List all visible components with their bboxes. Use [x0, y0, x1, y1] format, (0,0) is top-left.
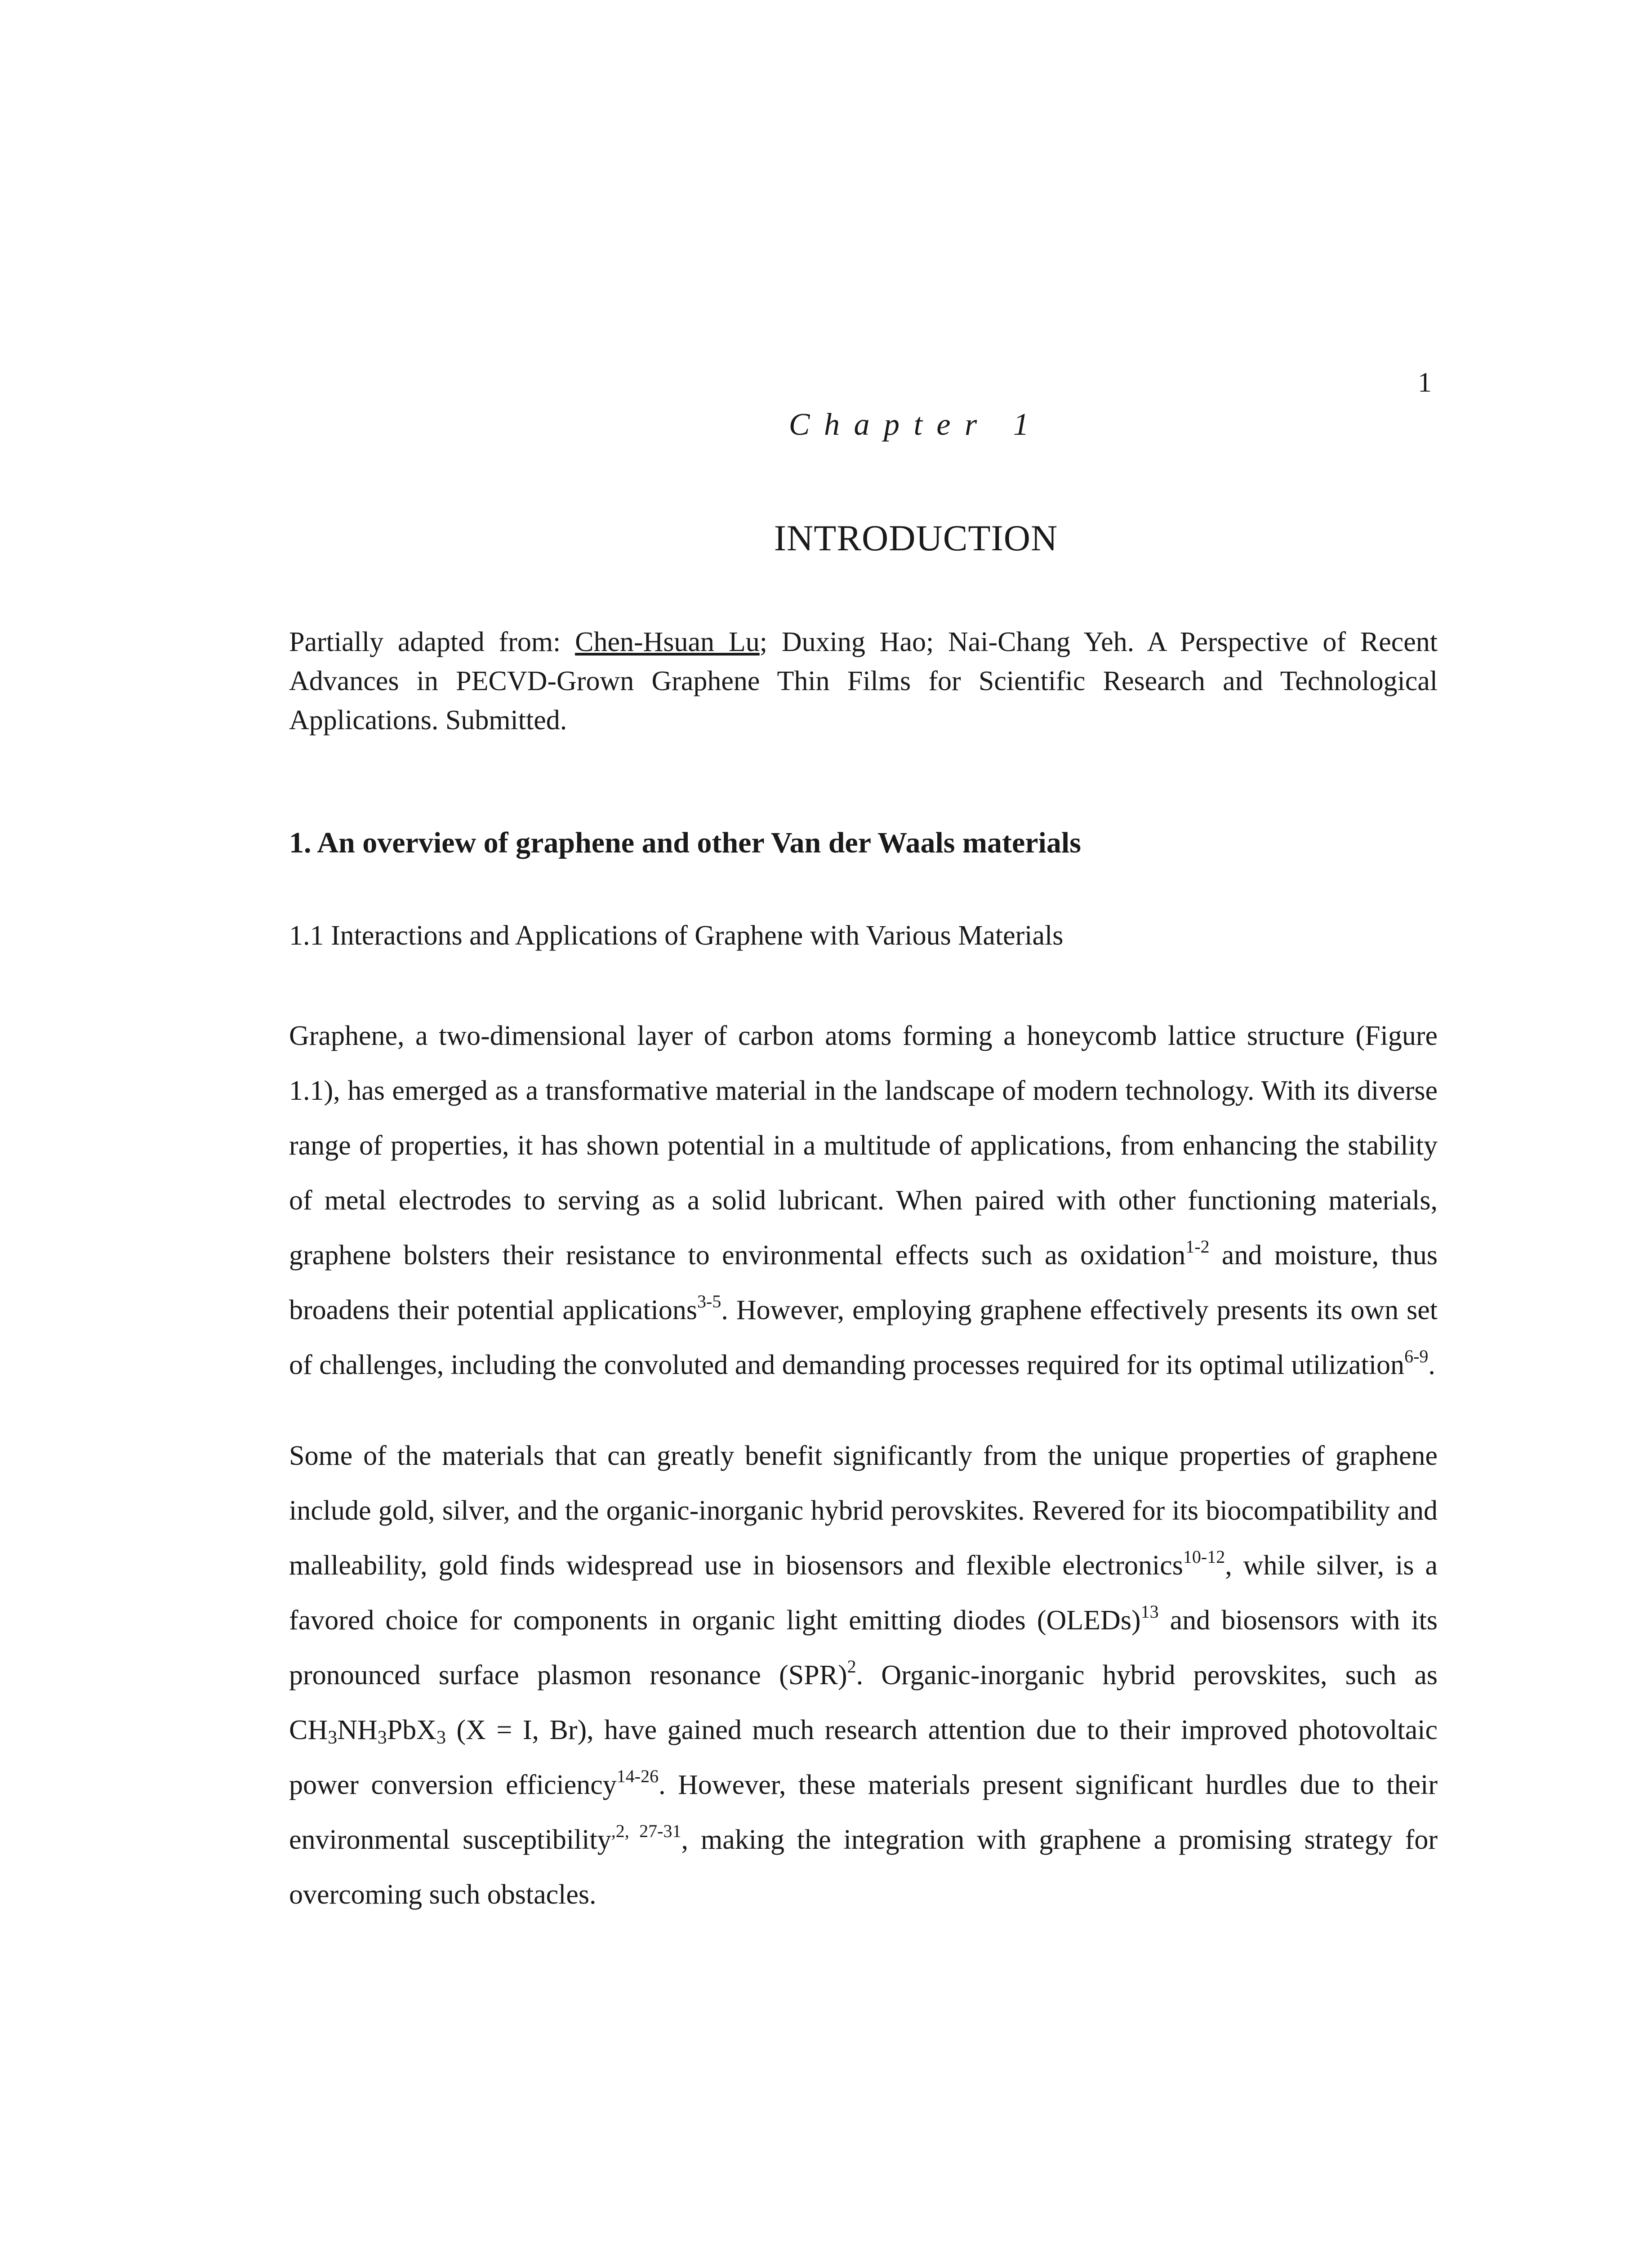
paragraph-text: . However, employing graphene effectively presents its own set of challenges, including the convoluted and demanding processes required for its optimal utilization — [289, 1295, 1438, 1380]
adaptation-note-citation: ; Duxing Hao; Nai-Chang Yeh. A Perspective of Recent Advances in PECVD-Grown Graphene Thin Films for Scientific Research and Technological Applications. Submitted. — [289, 627, 1438, 736]
citation-superscript: 2 — [847, 1656, 856, 1677]
citation-superscript: 6-9 — [1404, 1346, 1429, 1366]
chapter-title: INTRODUCTION — [774, 517, 1058, 558]
paragraph-text: . — [1428, 1350, 1435, 1380]
citation-superscript: 3-5 — [697, 1291, 721, 1311]
paragraph-text: . However, these materials present significant hurdles due to their environmental susceptibility — [289, 1770, 1438, 1855]
paragraph-text: . Organic-inorganic hybrid perovskites, such as CH — [289, 1660, 1438, 1745]
paragraph-text: Some of the materials that can greatly benefit significantly from the unique properties of graphene include gold, silver, and the organic-inorganic hybrid perovskites. Revered for its biocompatibility and malleability, gold finds widespread use in biosensors and flexible electronics — [289, 1441, 1438, 1581]
chemical-subscript: 3 — [328, 1727, 338, 1748]
paragraph-text: (X = I, Br), have gained much research attention due to their improved photovoltaic power conversion efficiency — [289, 1715, 1438, 1800]
section-heading: 1. An overview of graphene and other Van der Waals materials — [289, 826, 1081, 859]
paragraph-text: and moisture, thus broadens their potential applications — [289, 1240, 1438, 1325]
paragraph-text: and biosensors with its pronounced surface plasmon resonance (SPR) — [289, 1605, 1438, 1690]
citation-superscript: 1-2 — [1185, 1236, 1210, 1257]
chemical-subscript: 3 — [377, 1727, 387, 1748]
paragraph-text: NH — [337, 1715, 378, 1745]
underlined-author: Chen-Hsuan Lu — [575, 627, 760, 657]
adaptation-note-prefix: Partially adapted from: — [289, 627, 575, 657]
adaptation-note — [289, 623, 1438, 740]
paragraph-text: , making the integration with graphene a promising strategy for overcoming such obstacles. — [289, 1824, 1438, 1910]
paragraph-text: , while silver, is a favored choice for components in organic light emitting diodes (OLEDs) — [289, 1550, 1438, 1636]
page-number: 1 — [1418, 367, 1432, 398]
subsection-heading: 1.1 Interactions and Applications of Graphene with Various Materials — [289, 920, 1064, 951]
chemical-subscript: 3 — [436, 1727, 446, 1748]
body-paragraph-2 — [289, 1428, 1438, 1922]
citation-superscript: 13 — [1140, 1601, 1159, 1622]
citation-superscript: 10-12 — [1183, 1547, 1225, 1567]
body-paragraph-1 — [289, 1008, 1438, 1392]
citation-superscript: ,2, 27-31 — [611, 1821, 681, 1841]
page-content — [289, 623, 1438, 1958]
chapter-label: Chapter 1 — [788, 407, 1043, 442]
paragraph-text: PbX — [387, 1715, 436, 1745]
paragraph-text: Graphene, a two-dimensional layer of carbon atoms forming a honeycomb lattice structure (Figure 1.1), has emerged as a transformative material in the landscape of modern technology. With its diverse range of properties, it has shown potential in a multitude of applications, from enhancing the stability of metal electrodes to serving as a solid lubricant. When paired with other functioning materials, graphene bolsters their resistance to environmental effects such as oxidation — [289, 1021, 1438, 1271]
citation-superscript: 14-26 — [616, 1766, 659, 1786]
